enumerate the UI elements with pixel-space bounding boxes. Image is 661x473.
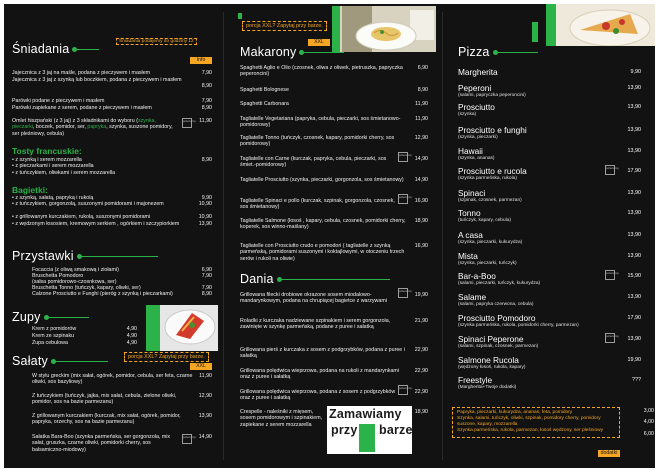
- menu-item: Z grillowanym kurczakiem (kurczak, mix sałat, ogórek, pomidor, papryka, orzechy, sos na bazie parmezanu) 13,90: [32, 413, 212, 426]
- menu-item: Bruschetta Pomodoro 7,90: [32, 273, 212, 279]
- menu-item: • z wędzonym łososiem, kremowym serkiem , ogórkiem i szczypiorkiem 13,90: [12, 221, 212, 227]
- menu-item: Jajecznica z 3 jaj z szynką lub boczkiem, podana z pieczywem i masłem 8,90: [12, 77, 212, 89]
- recommended-badge-icon: polecamy: [605, 270, 615, 280]
- green-accent: [532, 22, 538, 42]
- pasta-plate-photo: [332, 6, 436, 52]
- extras-box: [452, 407, 620, 438]
- hours-tag: Śniadania podajemy do godziny 12: [116, 38, 197, 45]
- menu-item: Spaghetti Aglio e Olio (czosnek, oliwa z oliwek, pietruszka, papryczka peperoncini) 6,90: [240, 65, 428, 78]
- xxl-tag: porcja XXL? Zapytaj przy barze.: [242, 21, 327, 31]
- xxl-tag: porcja XXL? Zapytaj przy barze.: [124, 352, 209, 362]
- section-title-przystawki: Przystawki: [12, 249, 158, 263]
- menu-item: Zupa cebulowa 4,90: [32, 340, 137, 346]
- menu-item: Spaghetti Carbonara 11,90: [240, 101, 428, 107]
- recommended-badge-icon: polecamy: [398, 194, 408, 204]
- subsection-title-tosty: Tosty francuskie:: [12, 146, 82, 156]
- recommended-badge-icon: polecamy: [605, 333, 615, 343]
- menu-item: Parówki zapiekane z serem, podane z pieczywem i masłem 8,90: [12, 105, 212, 111]
- pizza-item: Tonno (tuńczyk, kapary, cebula) 13,90: [458, 208, 641, 223]
- menu-item: Bruschetta Tonno (tuńczyk, kapary, oliwki, ser) 7,90: [32, 285, 212, 291]
- recommended-badge-icon: polecamy: [182, 434, 192, 444]
- menu-page: Śniadania Śniadania podajemy do godziny 12 Info Jajecznica z 3 jaj na maśle, podana z pieczywem i masłem 7,90 Jajecznica z 3 jaj z szynką lub boczkiem, podana z pieczywem i masłem 8,90 Parówki podane z pieczywem i masłem 7,90 Parówki zapiekane z serem, podane z pieczywem i masłem 8,90 Omlet hiszpański (z 3 jaj) z 3 składnikami do wyboru (szynka, pieczarki, boczek, pomidor, ser, papryka, szynka, suszone pomidory, ser pleśniowy, cebula) 11,90 polecamy Tosty francuskie: • z szynką i serem mozzarella • z pieczarkami i serem mozzarella • z tuńczykiem, oliwkami i serem mozzarella 8,90 Bagietki: • z szynką, sałatą, papryką i rukolą 9,90 • z tuńczykiem, gorgonzolą, suszonymi pomidorami i majonezem 10,90 • z grillowanym kurczakiem, rukolą, suszonymi pomidorami 10,90 • z wędzonym łososiem, kremowym serkiem , ogórkiem i szczypiorkiem 13,90 Przystawki Focaccia (z oliwą smakową i ziołami) 6,90 Bruschetta Pomodoro 7,90 (sałsa pomidorowo-czosnkowa, ser) Bruschetta Tonno (tuńczyk, kapary, oliwki, ser) 7,90 Calzone Prosciutto e Funghi (pieróg z szynką i pieczarkami) 8,90 Zupy Krem z pomidorów 4,90 Krem ze szpinaku 4,90 Zupa cebulowa 4,90 Sałaty porcja XXL? Zapytaj przy barze. XXL W stylu greckim (mix sałat, ogórek, pomidor, cebula, ser feta, czarne oliwki, sos bazyliowy) 11,90 Z tuńczykiem (tuńczyk, jajka, mix sałat, cebula, zielone oliwki, pomidor, sos na bazie parmezanu) 12,90 Z grillowanym kurczakiem (kurczak, mix sałat, ogórek, pomidor, papryka, orzechy, sos na bazie parmezanu) 13,90 Sałatka Bara-Boo (szynka parmeńska, ser gorgonzola, mix sałat, gruszka, czarne oliwki, pomidorki cherry, sos balsamiczno-miodowy) 14,90 polecamy porcja XXL? Zapytaj przy barze. XXL Makarony Spaghetti Aglio e Olio (czosnek, oliwa z oliwek, pietruszka, papryczka peperoncini) 6,90 Spaghetti Bolognese 8,90 Spaghetti Carbonara 11,90 Tagliatelle Vegetariana (papryka, cebula, pieczarki, sos śmietanowo-pomidorowy) 11,90 Tagliatelle Tonno (tuńczyk, czosnek, kapary, pomidorki cherry, sos pomidorowy) 12,90 Tagliatelle con Carne (kurczak, papryka, cebula, pieczarki, sos śmiet.-pomidorowy) 14,90 polecamy Tagliatelle Prosciutto (szynka, pieczarki, gorgonzola, sos śmietanowy) 14,90 Tagliatelle Spinaci e pollo (kurczak, szpinak, gorgonzola, czosnek, sos śmietanowy) 16,90 polecamy Tagliatelle Salmone (łosoś , kapary, cebula, czosnek, pomidorki cherry, koperek, sos winno-maślany) 18,90 Tagliatelle con Prosciutto crudo e pomodori ( tagliatelle z szynką parmeńską, pomidorami suszonymi i koktajlowymi, w otoczeniu trzech serów i rukoli na oliwie) 16,90 Dania Grillowana filecki drobiowe okrazone sosem miodalowo-mandarynkowym, podana na chrupiącej bagietce z warzywami 19,90 polecamy Roladki z kurczaka nadziewane szpinakiem i serem gorgonzola, zawinięte w szynkę parmeńską, podane z puree i sałatką 21,90 Grillowana pierś z kurczaka z sosem z podgrzybków, podana z puree i sałatką 22,90 Grillowana polędwica wieprzowa, podana na rukoli z mandarynkami oraz z puree i sałatką 22,90 Grillowana polędwica wieprzowa, podana z sosem z podgrzybków oraz z puree i sałatką 22,90 polecamy Crespelle - naleśniki z mięsem, sosem pomidorowym i szpinakiem, zapiekane z serem mozzarella 18,90 Zamawiamy przy barze Pizza Margherita 9,90 Peperoni (salami, papryczka peperoncini) 13,90 Prosciutto (szynka) 13,90 Prosciutto e funghi (szynka, pieczarki) 13,90 Hawaii (szynka, ananas) 13,90 Prosciutto e rucola (szynka parmeńska, rukola) 17,90 polecamy Spinaci (szpinak, czosnek, parmezan) 13,90 Tonno (tuńczyk, kapary, cebula) 13,90 A casa (szynka, pieczarki, kukurydza) 13,90 Mista (szynka, pieczarki, tuńczyk) 13,90 Bar-a-Boo (salami, pieczarki, tuńczyk, kukurydza) 15,90 polecamy Salame (salami, papryka czerwona, cebula) 13,90 Prosciutto Pomodoro (szynka parmeńska, rukola, pomidorki cherry, parmezan) 17,90 Spinaci Peperone (salami, szpinak, czosnek, parmezan) 13,90 polecamy Salmone Rucola (wędzony łosoś, rukola, kapary) 19,90 Freestyle (Margherita+Twoje dodatki) ??? Papryka, pieczarki, kukurydza, ananas, feta, pomidory Szynka, salami, tuńczyk, oliwki, szpinak, pomidory cherry, pomidory suszone, kapary, mozzarella Szynka parmeńska, rukola, parmezan, łosoś wędzony, ser pleśniowy 3,00 4,00 6,00 dodatki: [4, 4, 655, 468]
- section-title-pizza: Pizza: [458, 45, 538, 59]
- pizza-item: Hawaii (szynka, ananas) 13,90: [458, 146, 641, 161]
- recommended-badge-icon: polecamy: [182, 118, 192, 128]
- pizza-item: Prosciutto Pomodoro (szynka parmeńska, rukola, pomidorki cherry, parmezan) 17,90: [458, 313, 641, 328]
- menu-item: Krem z pomidorów 4,90: [32, 326, 137, 332]
- bruschetta-plate-photo: [146, 305, 218, 351]
- menu-item: Focaccia (z oliwą smakową i ziołami) 6,90: [32, 267, 212, 273]
- pizza-item: Spinaci Peperone (salami, szpinak, czosnek, parmezan) 13,90 polecamy: [458, 334, 641, 349]
- column-divider: [223, 12, 224, 460]
- subsection-title-bagietki: Bagietki:: [12, 185, 48, 195]
- column-left: [12, 4, 217, 468]
- menu-item: Krem ze szpinaku 4,90: [32, 333, 137, 339]
- menu-item: Grillowana polędwica wieprzowa, podana na rukoli z mandarynkami oraz z puree i sałatką 22,90: [240, 368, 428, 381]
- info-tab: Info: [190, 57, 212, 64]
- pizza-item: Bar-a-Boo (salami, pieczarki, tuńczyk, kukurydza) 15,90 polecamy: [458, 271, 641, 286]
- menu-item: Z tuńczykiem (tuńczyk, jajka, mix sałat, cebula, zielone oliwki, pomidor, sos na bazie parmezanu) 12,90: [32, 393, 212, 406]
- pizza-item: Freestyle (Margherita+Twoje dodatki) ???: [458, 375, 641, 390]
- pizza-photo: [546, 4, 655, 46]
- menu-item: • z szynką, sałatą, papryką i rukolą 9,90: [12, 195, 212, 201]
- pizza-item: A casa (szynka, pieczarki, kukurydza) 13,90: [458, 230, 641, 245]
- extras-tab: dodatki: [598, 450, 620, 457]
- menu-item: Grillowana pierś z kurczaka z sosem z podgrzybków, podana z puree i sałatką 22,90: [240, 347, 428, 360]
- menu-item-list: • z szynką i serem mozzarella • z pieczarkami i serem mozzarella • z tuńczykiem, oliwkami i serem mozzarella 8,90: [12, 157, 212, 176]
- extras-row: Szynka parmeńska, rukola, parmezan, łosoś wędzony, ser pleśniowy: [457, 428, 604, 433]
- recommended-badge-icon: polecamy: [605, 165, 615, 175]
- section-title-makarony: Makarony: [240, 45, 344, 59]
- pizza-item: Prosciutto (szynka) 13,90: [458, 102, 641, 117]
- menu-item: Sałatka Bara-Boo (szynka parmeńska, ser gorgonzola, mix sałat, gruszka, czarne oliwki, pomidorki cherry, sos balsamiczno-miodowy) 14,90 polecamy: [32, 434, 212, 453]
- section-title-salaty: Sałaty: [12, 354, 108, 368]
- menu-item: Grillowana filecki drobiowe okrazone sosem miodalowo-mandarynkowym, podana na chrupiącej bagietce z warzywami 19,90 polecamy: [240, 289, 428, 305]
- green-block: [359, 424, 375, 452]
- pizza-slice-photo: [546, 4, 655, 46]
- menu-item: Roladki z kurczaka nadziewane szpinakiem i serem gorgonzola, zawinięte w szynkę parmeńską, podane z puree i sałatką 21,90: [240, 318, 428, 331]
- menu-item: Tagliatelle con Prosciutto crudo e pomodori ( tagliatelle z szynką parmeńską, pomidorami suszonymi i koktajlowymi, w otoczeniu trzech serów i rukoli na oliwie) 16,90: [240, 243, 428, 262]
- xxl-tab: XXL: [308, 39, 330, 46]
- recommended-badge-icon: polecamy: [398, 385, 408, 395]
- menu-item: W stylu greckim (mix sałat, ogórek, pomidor, cebula, ser feta, czarne oliwki, sos bazyliowy) 11,90: [32, 373, 212, 386]
- menu-item: Parówki podane z pieczywem i masłem 7,90: [12, 98, 212, 104]
- pizza-item: Salmone Rucola (wędzony łosoś, rukola, kapary) 19,90: [458, 355, 641, 370]
- menu-item: Jajecznica z 3 jaj na maśle, podana z pieczywem i masłem 7,90: [12, 70, 212, 76]
- pizza-item: Prosciutto e rucola (szynka parmeńska, rukola) 17,90 polecamy: [458, 166, 641, 181]
- menu-item: Tagliatelle con Carne (kurczak, papryka, cebula, pieczarki, sos śmiet.-pomidorowy) 14,90 polecamy: [240, 153, 428, 169]
- recommended-badge-icon: polecamy: [398, 288, 408, 298]
- menu-item: • z tuńczykiem, gorgonzolą, suszonymi pomidorami i majonezem 10,90: [12, 201, 212, 207]
- menu-item: Tagliatelle Spinaci e pollo (kurczak, szpinak, gorgonzola, czosnek, sos śmietanowy) 16,90 polecamy: [240, 195, 428, 211]
- menu-item: Omlet hiszpański (z 3 jaj) z 3 składnikami do wyboru (szynka, pieczarki, boczek, pomidor, ser, papryka, szynka, suszone pomidory, ser pleśniowy, cebula) 11,90 polecamy: [12, 118, 212, 137]
- menu-item: Grillowana polędwica wieprzowa, podana z sosem z podgrzybków oraz z puree i sałatką 22,90 polecamy: [240, 386, 428, 402]
- pizza-item: Salame (salami, papryka czerwona, cebula) 13,90: [458, 292, 641, 307]
- column-middle: [232, 4, 442, 468]
- column-divider: [442, 12, 443, 460]
- menu-item: Calzone Prosciutto e Funghi (pieróg z szynką i pieczarkami) 8,90: [32, 291, 212, 297]
- soup-photo: [146, 305, 218, 351]
- pizza-item: Margherita 9,90: [458, 67, 641, 77]
- menu-item: Crespelle - naleśniki z mięsem, sosem pomidorowym i szpinakiem, zapiekane z serem mozzarella 18,90: [240, 409, 428, 428]
- pizza-item: Spinaci (szpinak, czosnek, parmezan) 13,90: [458, 188, 641, 203]
- section-title-zupy: Zupy: [12, 310, 89, 324]
- section-title-sniadania: Śniadania: [12, 42, 99, 56]
- green-accent: [238, 13, 242, 19]
- order-at-bar-banner: Zamawiamy przy barze: [327, 406, 412, 454]
- menu-item: Tagliatelle Tonno (tuńczyk, czosnek, kapary, pomidorki cherry, sos pomidorowy) 12,90: [240, 135, 428, 148]
- pizza-item: Prosciutto e funghi (szynka, pieczarki) 13,90: [458, 125, 641, 140]
- column-right: [448, 4, 655, 468]
- section-title-dania: Dania: [240, 272, 390, 286]
- pasta-photo: [332, 6, 436, 52]
- menu-item: (sałsa pomidorowo-czosnkowa, ser): [32, 279, 117, 285]
- pizza-item: Peperoni (salami, papryczka peperoncini) 13,90: [458, 83, 641, 98]
- menu-item: Tagliatelle Salmone (łosoś , kapary, cebula, czosnek, pomidorki cherry, koperek, sos winno-maślany) 18,90: [240, 218, 428, 231]
- pizza-item: Mista (szynka, pieczarki, tuńczyk) 13,90: [458, 251, 641, 266]
- recommended-badge-icon: polecamy: [398, 152, 408, 162]
- xxl-tab: XXL: [190, 363, 212, 370]
- menu-item: Tagliatelle Vegetariana (papryka, cebula, pieczarki, sos śmietanowo-pomidorowy) 11,90: [240, 116, 428, 129]
- menu-item: Spaghetti Bolognese 8,90: [240, 87, 428, 93]
- extras-row: Papryka, pieczarki, kukurydza, ananas, feta, pomidory: [457, 410, 573, 415]
- menu-item: • z grillowanym kurczakiem, rukolą, suszonymi pomidorami 10,90: [12, 214, 212, 220]
- menu-item: Tagliatelle Prosciutto (szynka, pieczarki, gorgonzola, sos śmietanowy) 14,90: [240, 177, 428, 183]
- extras-row: Szynka, salami, tuńczyk, oliwki, szpinak, pomidory cherry, pomidory suszone, kapary, mozzarella: [457, 416, 601, 427]
